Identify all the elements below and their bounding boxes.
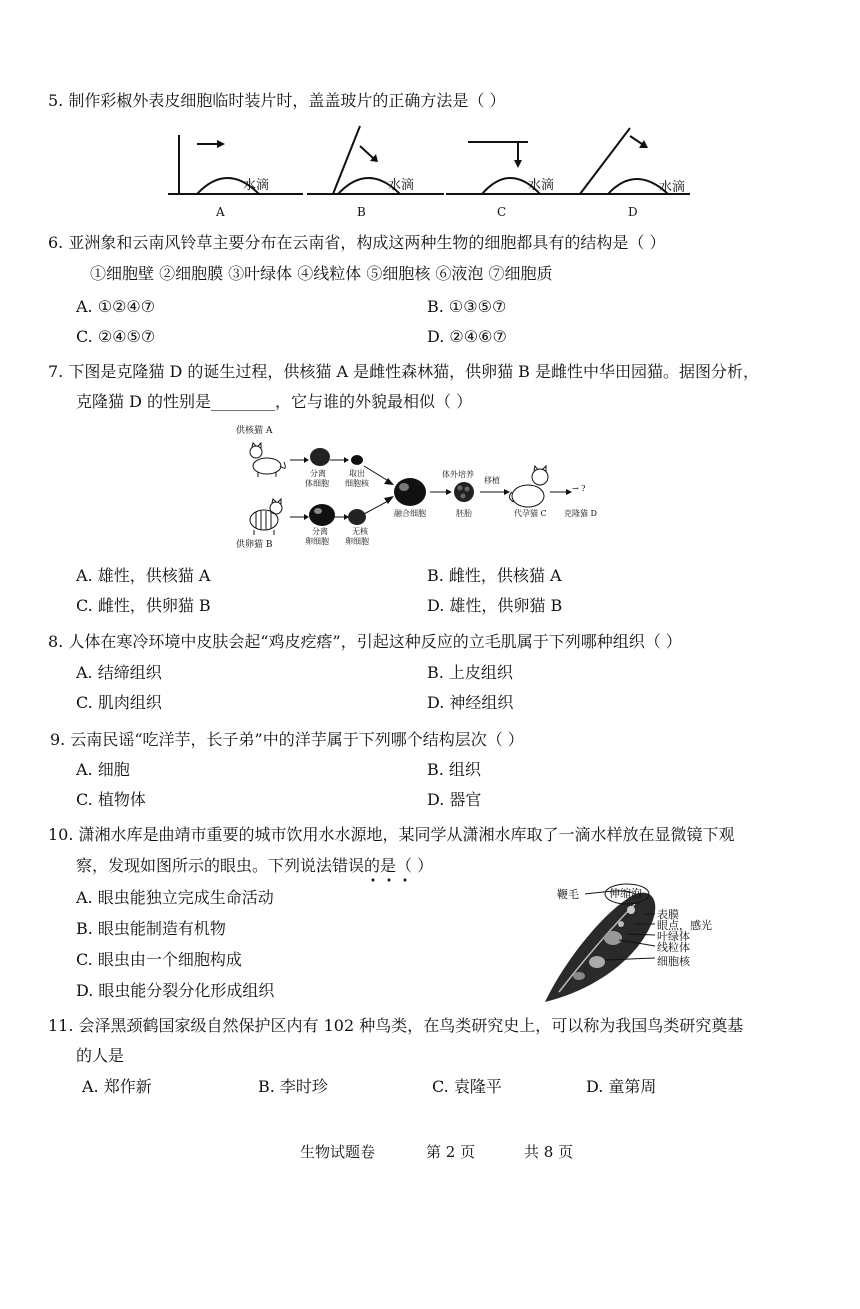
q5-fig-a-label: A	[216, 205, 225, 219]
q7-result: → ?	[572, 484, 586, 493]
q8-option-b: B. 上皮组织	[427, 663, 513, 682]
q10-label-eyespot: 眼点，感光	[657, 919, 712, 932]
q7-no-nuc-2: 卵细胞	[345, 537, 369, 546]
q7-option-d: D. 雄性，供卵猫 B	[427, 596, 563, 615]
q10-option-b: B. 眼虫能制造有机物	[76, 919, 226, 938]
q11-option-a: A. 郑作新	[82, 1077, 152, 1096]
q9-option-d: D. 器官	[427, 790, 482, 809]
q6-option-a: A. ①②④⑦	[76, 297, 156, 316]
q7-stem-line2: 克隆猫 D 的性别是________，它与谁的外貌最相似（ ）	[76, 392, 473, 411]
q5-drop-label-c: 水滴	[528, 178, 555, 193]
q7-option-c: C. 雌性，供卵猫 B	[76, 596, 211, 615]
q11-option-b: B. 李时珍	[258, 1077, 328, 1096]
q7-no-nuc-1: 无核	[352, 527, 368, 536]
q7-cat-a-label: 供核猫 A	[236, 426, 273, 436]
q7-surrogate: 代孕猫 C	[514, 509, 547, 518]
q8-option-d: D. 神经组织	[427, 693, 514, 712]
q9-option-c: C. 植物体	[76, 790, 146, 809]
q7-take-nuc-1: 取出	[349, 469, 365, 478]
q6-stem: 6. 亚洲象和云南风铃草主要分布在云南省，构成这两种生物的细胞都具有的结构是（ ）	[48, 233, 666, 252]
q5-figure-c	[444, 130, 594, 220]
q9-option-a: A. 细胞	[76, 760, 130, 779]
q7-option-a: A. 雄性，供核猫 A	[76, 566, 211, 585]
q7-option-b: B. 雌性，供核猫 A	[427, 566, 562, 585]
q5-fig-b-label: B	[357, 205, 366, 219]
q10-label-nucleus: 细胞核	[657, 955, 690, 968]
q10-label-mitochondria: 线粒体	[657, 941, 690, 954]
q6-option-c: C. ②④⑤⑦	[76, 327, 156, 346]
q5-drop-label-a: 水滴	[243, 178, 270, 193]
footer-page: 第 2 页	[426, 1143, 476, 1161]
q5-drop-label-d: 水滴	[659, 180, 686, 195]
q11-stem-line2: 的人是	[76, 1046, 125, 1065]
q7-sep-egg-2: 卵细胞	[305, 537, 329, 546]
footer-subject: 生物试题卷	[300, 1143, 376, 1161]
q5-figure-b	[304, 124, 454, 220]
q5-drop-label-b: 水滴	[388, 178, 415, 193]
q10-label-flagellum: 鞭毛	[557, 888, 579, 901]
q7-diagram-lines	[232, 422, 612, 558]
q5-fig-c-label: C	[497, 205, 507, 219]
q7-transplant: 移植	[484, 476, 500, 485]
q11-option-c: C. 袁隆平	[432, 1077, 502, 1096]
q7-fused: 融合细胞	[394, 509, 426, 518]
q7-take-nuc-2: 细胞核	[345, 479, 369, 488]
q11-stem-line1: 11. 会泽黑颈鹤国家级自然保护区内有 102 种鸟类，在鸟类研究史上，可以称为我国鸟类研究奠基	[48, 1016, 744, 1035]
q5-stem: 5. 制作彩椒外表皮细胞临时装片时，盖盖玻片的正确方法是（ ）	[48, 91, 506, 110]
q6-option-d: D. ②④⑥⑦	[427, 327, 507, 346]
q7-embryo: 胚胎	[456, 509, 472, 518]
q10-stem-line1: 10. 潇湘水库是曲靖市重要的城市饮用水水源地，某同学从潇湘水库取了一滴水样放在显微镜下观	[48, 825, 735, 844]
q7-sep-egg-1: 分离	[312, 527, 328, 536]
q10-option-a: A. 眼虫能独立完成生命活动	[76, 888, 274, 907]
footer-total: 共 8 页	[524, 1143, 574, 1161]
q10-option-c: C. 眼虫由一个细胞构成	[76, 950, 242, 969]
q10-euglena-figure	[535, 880, 735, 1010]
q7-clone: 克隆猫 D	[564, 509, 597, 518]
q7-sep-body-1: 分离	[310, 469, 326, 478]
q8-option-a: A. 结缔组织	[76, 663, 162, 682]
q7-cat-b-label: 供卵猫 B	[236, 540, 273, 550]
q10-emphasis-dots	[368, 876, 418, 884]
cat-a-drawing	[250, 443, 285, 477]
q10-label-contractile-vacuole: 伸缩泡	[609, 887, 642, 900]
q5-fig-d-label: D	[628, 205, 638, 219]
q11-option-d: D. 童第周	[586, 1077, 657, 1096]
q9-stem: 9. 云南民谣“吃洋芋，长子弟”中的洋芋属于下列哪个结构层次（ ）	[50, 730, 524, 749]
q10-label-pellicle: 表膜	[657, 908, 679, 921]
q9-option-b: B. 组织	[427, 760, 481, 779]
q7-culture: 体外培养	[442, 470, 474, 479]
q10-label-chloroplast: 叶绿体	[657, 930, 690, 943]
q10-option-d: D. 眼虫能分裂分化形成组织	[76, 981, 275, 1000]
q5-figure-a	[163, 130, 313, 220]
q7-sep-body-2: 体细胞	[305, 479, 329, 488]
q8-stem: 8. 人体在寒冷环境中皮肤会起“鸡皮疙瘩”，引起这种反应的立毛肌属于下列哪种组织（ ）	[48, 632, 682, 651]
q5-figure-d	[578, 122, 728, 220]
q8-option-c: C. 肌肉组织	[76, 693, 162, 712]
q6-items: ①细胞壁 ②细胞膜 ③叶绿体 ④线粒体 ⑤细胞核 ⑥液泡 ⑦细胞质	[90, 264, 553, 283]
q6-option-b: B. ①③⑤⑦	[427, 297, 507, 316]
q7-figure	[232, 422, 612, 558]
cat-c-drawing	[509, 466, 548, 507]
q10-stem-line2: 察，发现如图所示的眼虫。下列说法错误的是（ ）	[76, 856, 434, 875]
cat-b-drawing	[250, 499, 282, 535]
q7-stem-line1: 7. 下图是克隆猫 D 的诞生过程，供核猫 A 是雌性森林猫，供卵猫 B 是雌性中华田园猫。据图分析，	[48, 362, 760, 381]
